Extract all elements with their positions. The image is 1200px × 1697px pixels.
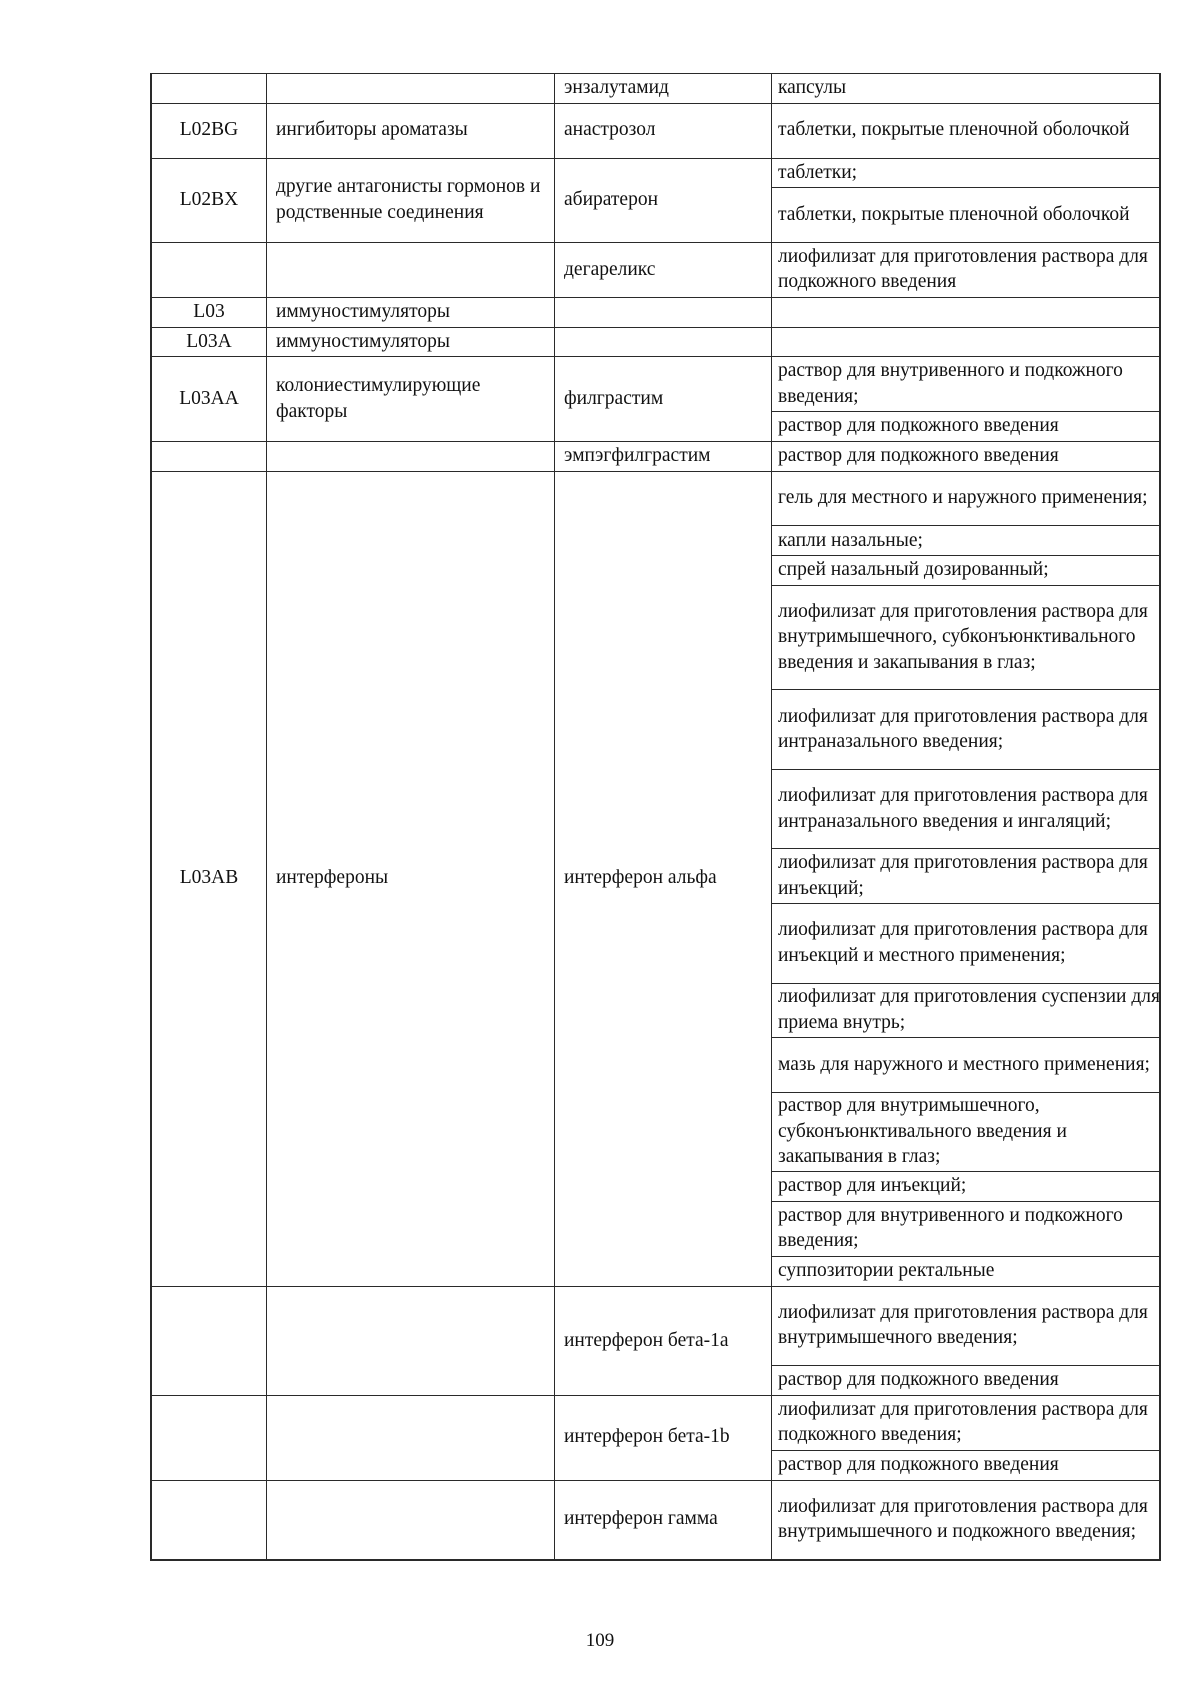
table-cell-drug: интерферон бета-1b (564, 1426, 730, 1448)
dosage-form: капли назальные; (778, 529, 923, 551)
drug-table (150, 73, 1161, 1561)
table-cell-drug: интерферон альфа (564, 867, 717, 889)
table-cell-drug: абиратерон (564, 188, 659, 210)
table-cell-code (152, 1480, 266, 1559)
dosage-form: лиофилизат для приготовления раствора для внутримышечного и подкожного введения; (778, 1495, 1148, 1543)
dosage-form: суппозитории ректальные (778, 1259, 995, 1281)
table-cell-group (266, 1480, 554, 1559)
dosage-form: раствор для подкожного введения (778, 1369, 1059, 1391)
dosage-form: гель для местного и наружного применения; (778, 487, 1148, 509)
table-cell-group: интерфероны (276, 867, 389, 889)
dosage-form: таблетки, покрытые пленочной оболочкой (778, 119, 1130, 141)
table-cell-code: L03A (186, 330, 232, 352)
table-cell-drug: эмпэгфилграстим (564, 445, 711, 467)
dosage-form: лиофилизат для приготовления раствора для интраназального введения и ингаляций; (778, 785, 1148, 832)
dosage-form: лиофилизат для приготовления раствора для внутримышечного введения; (778, 1301, 1148, 1349)
dosage-form: раствор для подкожного введения (778, 445, 1059, 467)
dosage-form: мазь для наружного и местного применения; (778, 1053, 1150, 1075)
dosage-form: лиофилизат для приготовления раствора для инъекций и местного применения; (778, 919, 1148, 966)
table-cell-code: L03AA (179, 387, 239, 409)
table-cell-drug: интерферон бета-1a (564, 1329, 729, 1351)
table-cell-group (266, 1286, 554, 1395)
dosage-form: лиофилизат для приготовления суспензии для приема внутрь; (778, 986, 1160, 1033)
dosage-form: лиофилизат для приготовления раствора для подкожного введения (778, 245, 1148, 293)
table-cell-code: L03 (193, 300, 225, 322)
page-number: 109 (585, 1630, 615, 1651)
dosage-form: лиофилизат для приготовления раствора для инъекций; (778, 852, 1148, 899)
dosage-form: раствор для внутривенного и подкожного введения; (778, 360, 1123, 407)
table-cell-drug: энзалутамид (564, 77, 669, 99)
table-cell-drug (554, 297, 771, 327)
table-cell-code (152, 1286, 266, 1395)
table-cell-drug: интерферон гамма (564, 1508, 718, 1530)
dosage-form: лиофилизат для приготовления раствора для интраназального введения; (778, 705, 1148, 753)
dosage-form: раствор для подкожного введения (778, 415, 1059, 437)
table-cell-code: L02BX (179, 188, 239, 210)
table-cell-code (152, 242, 266, 297)
table-cell-drug: филграстим (564, 387, 664, 409)
dosage-form: лиофилизат для приготовления раствора для подкожного введения; (778, 1398, 1148, 1446)
table-cell-drug (554, 327, 771, 357)
dosage-form: лиофилизат для приготовления раствора для внутримышечного, субконъюнктивального введения и закапывания в глаз; (778, 600, 1148, 674)
dosage-form: спрей назальный дозированный; (778, 559, 1049, 581)
dosage-form: раствор для подкожного введения (778, 1453, 1059, 1475)
dosage-form: капсулы (778, 77, 847, 99)
table-cell-group (266, 242, 554, 297)
table-cell-code (152, 1395, 266, 1480)
table-cell-code (152, 73, 266, 103)
table-cell-code (152, 441, 266, 471)
table-cell-group: иммуностимуляторы (276, 330, 450, 352)
dosage-form: таблетки, покрытые пленочной оболочкой (778, 203, 1130, 225)
dosage-form: раствор для инъекций; (778, 1175, 967, 1197)
table-cell-group: колониестимулирующие факторы (276, 375, 481, 422)
dosage-form: раствор для внутривенного и подкожного введения; (778, 1204, 1123, 1252)
dosage-form (771, 297, 1161, 327)
dosage-form: раствор для внутримышечного, субконъюнктивального введения и закапывания в глаз; (778, 1095, 1067, 1168)
table-cell-drug: дегареликс (564, 258, 656, 280)
table-cell-code: L02BG (179, 119, 239, 141)
dosage-form: таблетки; (778, 161, 858, 183)
table-cell-group (266, 1395, 554, 1480)
table-cell-group (266, 73, 554, 103)
table-cell-group: другие антагонисты гормонов и родственные соединения (276, 176, 541, 223)
table-cell-group: ингибиторы ароматазы (276, 119, 468, 141)
dosage-form (771, 327, 1161, 357)
table-cell-drug: анастрозол (564, 119, 656, 141)
table-cell-code: L03AB (179, 867, 239, 889)
table-cell-group (266, 441, 554, 471)
table-cell-group: иммуностимуляторы (276, 300, 450, 322)
